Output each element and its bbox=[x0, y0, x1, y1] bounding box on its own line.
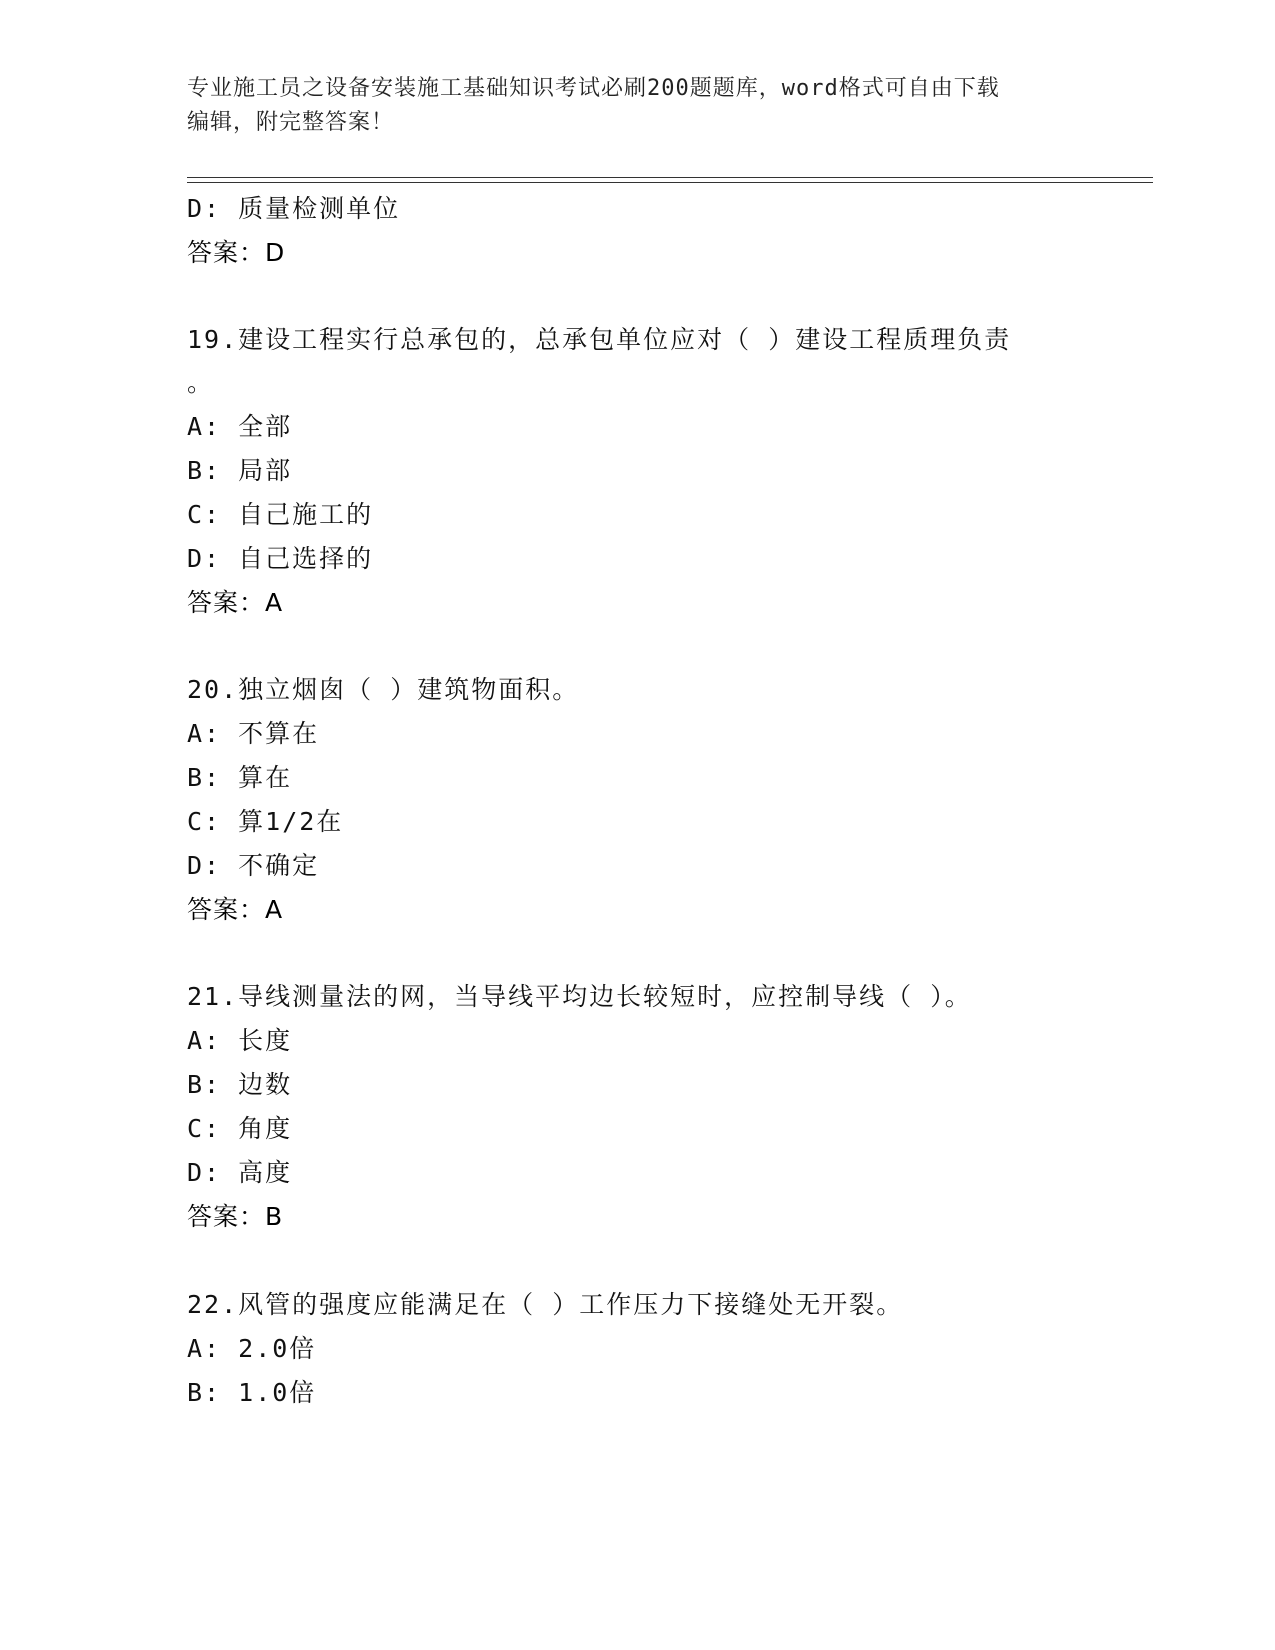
header-divider-top bbox=[187, 177, 1153, 178]
q21-option-c: C: 角度 bbox=[187, 1114, 293, 1143]
q20-option-d: D: 不确定 bbox=[187, 851, 320, 880]
q22-option-b: B: 1.0倍 bbox=[187, 1378, 317, 1407]
document-header bbox=[187, 72, 1067, 140]
q21-option-a: A: 长度 bbox=[187, 1026, 293, 1055]
q20-option-b: B: 算在 bbox=[187, 763, 293, 792]
q20-answer: 答案：A bbox=[187, 895, 284, 924]
q22-stem: 22.风管的强度应能满足在（ ）工作压力下接缝处无开裂。 bbox=[187, 1290, 904, 1319]
header-title-line-1: 专业施工员之设备安装施工基础知识考试必刷200题题库，word格式可自由下载 bbox=[187, 76, 1000, 101]
header-title-line-2: 编辑，附完整答案！ bbox=[187, 110, 395, 135]
q21-option-b: B: 边数 bbox=[187, 1070, 293, 1099]
q21-stem: 21.导线测量法的网，当导线平均边长较短时，应控制导线（ ）。 bbox=[187, 982, 972, 1011]
q20-option-c: C: 算1/2在 bbox=[187, 807, 344, 836]
q21-option-d: D: 高度 bbox=[187, 1158, 293, 1187]
q18-answer: 答案：D bbox=[187, 238, 286, 267]
q19-stem: 19.建设工程实行总承包的，总承包单位应对（ ）建设工程质理负责 bbox=[187, 325, 1012, 354]
q22-option-a: A: 2.0倍 bbox=[187, 1334, 317, 1363]
q19-option-d: D: 自己选择的 bbox=[187, 544, 374, 573]
q18-option-d: D: 质量检测单位 bbox=[187, 194, 401, 223]
header-divider-bottom bbox=[187, 182, 1153, 183]
q19-option-c: C: 自己施工的 bbox=[187, 500, 374, 529]
q21-answer: 答案：B bbox=[187, 1202, 284, 1231]
q20-option-a: A: 不算在 bbox=[187, 719, 320, 748]
q19-option-b: B: 局部 bbox=[187, 456, 293, 485]
q19-stem-continuation: 。 bbox=[187, 368, 215, 397]
q20-stem: 20.独立烟囱（ ）建筑物面积。 bbox=[187, 675, 580, 704]
q19-answer: 答案：A bbox=[187, 588, 284, 617]
q19-option-a: A: 全部 bbox=[187, 412, 293, 441]
